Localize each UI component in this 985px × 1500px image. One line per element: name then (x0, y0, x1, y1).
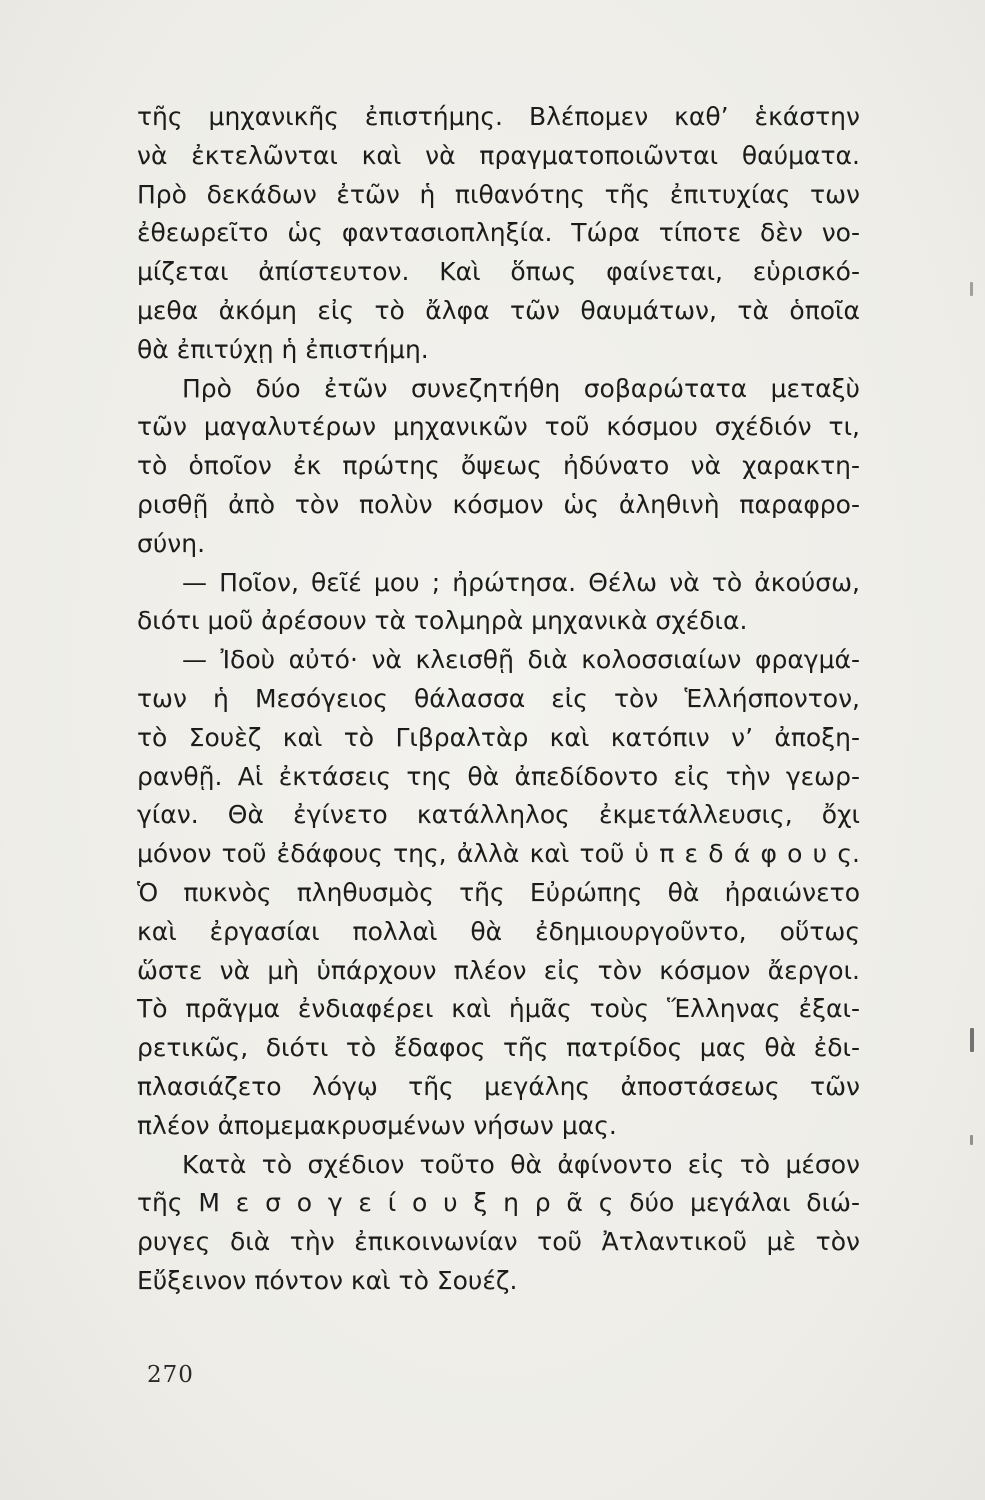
scan-margin-mark (970, 282, 973, 296)
text-line: μεθα ἀκόμη εἰς τὸ ἄλφα τῶν θαυμάτων, τὰ ὁποῖα (137, 295, 860, 325)
text-line: πλασιάζετο λόγῳ τῆς μεγάλης ἀποστάσεως τῶν (137, 1071, 860, 1101)
text-line: πλέον ἀπομεμακρυσμένων νήσων μας. (137, 1110, 617, 1140)
text-line: ρυγες διὰ τὴν ἐπικοινωνίαν τοῦ Ἀτλαντικοῦ μὲ τὸν (137, 1227, 860, 1257)
scan-margin-mark (970, 1028, 974, 1052)
text-line: διότι μοῦ ἀρέσουν τὰ τολμηρὰ μηχανικὰ σχέδια. (137, 606, 748, 636)
dialogue-line: — Ποῖον, θεῖέ μου ; ἠρώτησα. Θέλω νὰ τὸ ἀκούσω, (182, 567, 860, 597)
text-line: Πρὸ δεκάδων ἐτῶν ἡ πιθανότης τῆς ἐπιτυχίας των (137, 179, 860, 209)
text-line: ρισθῇ ἀπὸ τὸν πολὺν κόσμον ὡς ἀληθινὴ παραφρο- (137, 489, 860, 519)
text-line: των ἡ Μεσόγειος θάλασσα εἰς τὸν Ἑλλήσποντον, (137, 683, 860, 713)
text-line: τῆς μηχανικῆς ἐπιστήμης. Βλέπομεν καθ’ ἑκάστην (137, 102, 860, 131)
text-line: νὰ ἐκτελῶνται καὶ νὰ πραγματοποιῶνται θαύματα. (137, 140, 860, 170)
text-line: σύνη. (137, 528, 206, 558)
text-line: θὰ ἐπιτύχῃ ἡ ἐπιστήμη. (137, 334, 429, 364)
body-text (137, 98, 860, 1301)
page-number: 270 (147, 1362, 194, 1388)
text-line: τῶν μαγαλυτέρων μηχανικῶν τοῦ κόσμου σχέδιόν τι, (137, 412, 860, 442)
text-line: μόνον τοῦ ἐδάφους της, ἀλλὰ καὶ τοῦ ὑ π ε δ ά φ ο υ ς. (137, 839, 860, 869)
text-line: τὸ ὁποῖον ἐκ πρώτης ὄψεως ἠδύνατο νὰ χαρακτη- (137, 451, 860, 481)
scan-margin-mark (970, 1135, 973, 1145)
text-line: τῆς Μ ε σ ο γ ε ί ο υ ξ η ρ ᾶ ς δύο μεγάλαι διώ- (137, 1188, 860, 1218)
text-line: γίαν. Θὰ ἐγίνετο κατάλληλος ἐκμετάλλευσις, ὄχι (137, 800, 860, 830)
text-line: ἐθεωρεῖτο ὡς φαντασιοπληξία. Τώρα τίποτε δὲν νο- (137, 218, 860, 248)
paragraph-start-line: Πρὸ δύο ἐτῶν συνεζητήθη σοβαρώτατα μεταξὺ (182, 373, 860, 403)
text-line: καὶ ἐργασίαι πολλαὶ θὰ ἐδημιουργοῦντο, οὕτως (137, 916, 860, 946)
text-line: ὥστε νὰ μὴ ὑπάρχουν πλέον εἰς τὸν κόσμον ἄεργοι. (137, 955, 860, 985)
text-line: τὸ Σουὲζ καὶ τὸ Γιβραλτὰρ καὶ κατόπιν ν’ ἀποξη- (137, 722, 860, 752)
text-line: ρετικῶς, διότι τὸ ἔδαφος τῆς πατρίδος μας θὰ ἐδι- (137, 1033, 860, 1063)
text-line: Εὔξεινον πόντον καὶ τὸ Σουέζ. (137, 1265, 518, 1295)
text-line: Τὸ πρᾶγμα ἐνδιαφέρει καὶ ἡμᾶς τοὺς Ἕλληνας ἐξαι- (137, 994, 860, 1024)
paragraph-start-line: Κατὰ τὸ σχέδιον τοῦτο θὰ ἀφίνοντο εἰς τὸ μέσον (182, 1149, 860, 1179)
text-line: ρανθῇ. Αἱ ἐκτάσεις της θὰ ἀπεδίδοντο εἰς τὴν γεωρ- (137, 761, 860, 791)
text-line: μίζεται ἀπίστευτον. Καὶ ὅπως φαίνεται, εὑρισκό- (137, 257, 860, 287)
text-line: Ὁ πυκνὸς πληθυσμὸς τῆς Εὐρώπης θὰ ἠραιώνετο (137, 877, 860, 907)
dialogue-line: — Ἰδοὺ αὐτό· νὰ κλεισθῇ διὰ κολοσσιαίων φραγμά- (182, 645, 860, 675)
